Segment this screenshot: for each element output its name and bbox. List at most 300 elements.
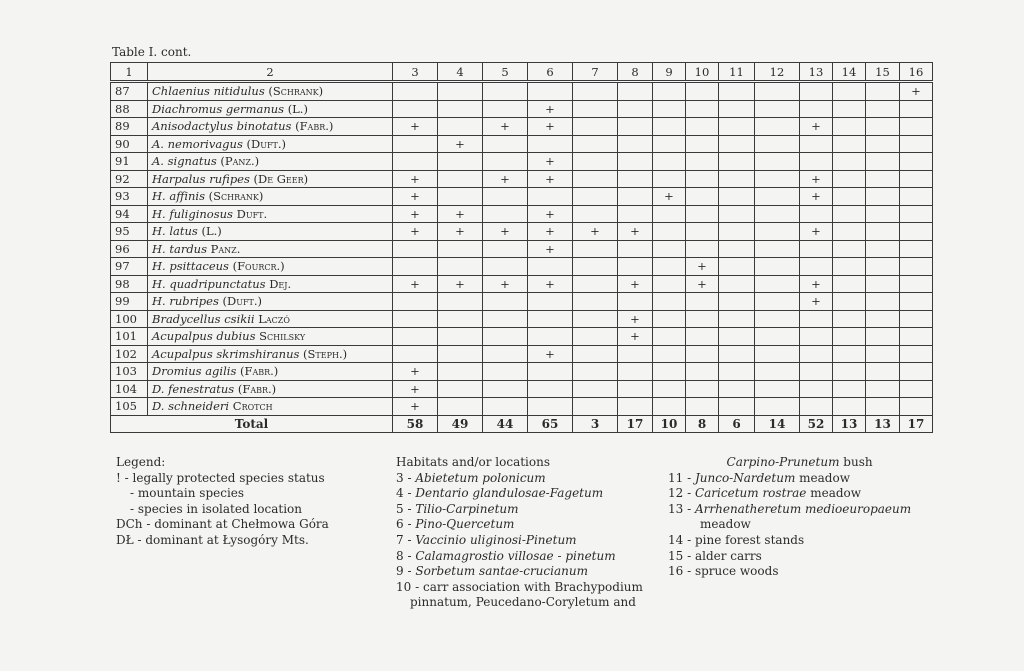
presence-cell: + [528, 205, 573, 223]
presence-cell [755, 310, 800, 328]
presence-cell [800, 380, 833, 398]
presence-cell [686, 310, 719, 328]
presence-cell [438, 345, 483, 363]
presence-cell [900, 118, 933, 136]
species-binomial: D. schneideri [152, 399, 230, 414]
presence-cell [653, 240, 686, 258]
presence-cell [833, 118, 866, 136]
species-author: (Duft.) [222, 294, 262, 309]
presence-cell [618, 398, 653, 416]
presence-cell [618, 293, 653, 311]
habitat-number: 5 - [396, 501, 412, 516]
species-binomial: Acupalpus skrimshiranus [152, 346, 300, 361]
presence-cell [618, 188, 653, 206]
presence-cell [438, 310, 483, 328]
presence-cell [833, 258, 866, 276]
species-author: Dej. [269, 276, 292, 291]
presence-cell [393, 82, 438, 101]
habitat-name: Dentario glandulosae-Fagetum [415, 486, 604, 501]
presence-cell [755, 293, 800, 311]
presence-cell [573, 363, 618, 381]
presence-cell [719, 135, 755, 153]
presence-cell [800, 328, 833, 346]
presence-cell [438, 82, 483, 101]
habitat-item [396, 502, 643, 518]
presence-cell [528, 188, 573, 206]
presence-cell [528, 293, 573, 311]
presence-cell: + [528, 100, 573, 118]
column-header-1: 1 [111, 63, 148, 82]
presence-cell [866, 135, 900, 153]
presence-cell [653, 380, 686, 398]
species-binomial: Chlaenius nitidulus [152, 84, 265, 99]
presence-cell: + [800, 170, 833, 188]
habitat-number: 10 - [396, 579, 420, 594]
presence-cell: + [528, 153, 573, 171]
presence-cell [833, 380, 866, 398]
habitat-number: 16 - [668, 564, 692, 579]
table-row [111, 380, 933, 398]
presence-cell [438, 153, 483, 171]
total-value: 52 [800, 415, 833, 433]
habitat-item [396, 595, 643, 611]
habitat-name: Abietetum polonicum [415, 470, 546, 485]
presence-cell: + [800, 118, 833, 136]
table-row [111, 398, 933, 416]
habitat-name: carr association with Brachypodium [422, 579, 643, 594]
total-row [111, 415, 933, 433]
presence-cell: + [393, 118, 438, 136]
column-header-5: 5 [483, 63, 528, 82]
presence-cell [686, 363, 719, 381]
presence-cell [653, 100, 686, 118]
habitat-carpino-prunetum: Carpino-Prunetum bush [726, 455, 873, 469]
presence-cell [833, 310, 866, 328]
presence-cell [900, 380, 933, 398]
species-name [148, 188, 393, 206]
presence-cell [393, 240, 438, 258]
presence-cell [618, 118, 653, 136]
presence-cell: + [686, 258, 719, 276]
presence-cell: + [438, 223, 483, 241]
presence-cell [573, 275, 618, 293]
table-row [111, 82, 933, 101]
presence-cell [833, 82, 866, 101]
presence-cell: + [393, 398, 438, 416]
presence-cell [800, 258, 833, 276]
presence-cell [653, 223, 686, 241]
habitat-type: meadow [799, 470, 850, 485]
presence-cell [755, 170, 800, 188]
presence-cell [755, 153, 800, 171]
presence-cell: + [483, 118, 528, 136]
row-number: 92 [111, 170, 148, 188]
habitat-type: alder carrs [694, 548, 762, 563]
species-name [148, 275, 393, 293]
presence-cell: + [438, 205, 483, 223]
presence-cell [573, 258, 618, 276]
habitat-number: 12 - [668, 486, 692, 501]
row-number: 91 [111, 153, 148, 171]
presence-cell [528, 135, 573, 153]
species-author: (Schrank) [208, 189, 264, 204]
presence-cell [528, 258, 573, 276]
species-author: Schilsky [259, 329, 306, 344]
presence-cell [483, 153, 528, 171]
presence-cell [438, 258, 483, 276]
presence-cell [393, 258, 438, 276]
legend-habitats-cont [668, 455, 911, 580]
presence-cell [686, 293, 719, 311]
species-binomial: H. quadripunctatus [152, 276, 266, 291]
presence-cell [900, 223, 933, 241]
column-header-13: 13 [800, 63, 833, 82]
presence-cell [483, 310, 528, 328]
total-value: 17 [618, 415, 653, 433]
presence-cell [483, 135, 528, 153]
presence-cell [800, 135, 833, 153]
legend-protected: ! - legally protected species status [116, 470, 325, 485]
presence-cell [653, 153, 686, 171]
presence-cell [866, 258, 900, 276]
row-number: 103 [111, 363, 148, 381]
row-number: 96 [111, 240, 148, 258]
habitat-item [396, 471, 643, 487]
presence-cell [755, 100, 800, 118]
presence-cell [866, 240, 900, 258]
presence-cell [686, 205, 719, 223]
presence-cell [833, 328, 866, 346]
presence-cell [800, 153, 833, 171]
presence-cell [719, 188, 755, 206]
habitat-name: Arrhenatheretum medioeuropaeum [694, 501, 912, 516]
presence-cell [483, 100, 528, 118]
presence-cell: + [393, 363, 438, 381]
row-number: 104 [111, 380, 148, 398]
total-value: 65 [528, 415, 573, 433]
presence-cell [573, 293, 618, 311]
table-row [111, 275, 933, 293]
legend-general [116, 455, 329, 549]
species-name [148, 135, 393, 153]
presence-cell: + [800, 223, 833, 241]
presence-cell [900, 100, 933, 118]
presence-cell [755, 118, 800, 136]
presence-cell [833, 345, 866, 363]
total-label: Total [111, 415, 393, 433]
species-author: (L.) [287, 101, 308, 116]
total-value: 14 [755, 415, 800, 433]
presence-cell [573, 398, 618, 416]
presence-cell [755, 328, 800, 346]
presence-cell [866, 205, 900, 223]
presence-cell: + [900, 82, 933, 101]
species-name [148, 205, 393, 223]
species-author: (L.) [201, 224, 222, 239]
table-row [111, 293, 933, 311]
presence-cell [800, 82, 833, 101]
presence-cell: + [528, 170, 573, 188]
presence-cell [483, 240, 528, 258]
column-header-3: 3 [393, 63, 438, 82]
total-value: 8 [686, 415, 719, 433]
presence-cell [653, 82, 686, 101]
species-author: (Panz.) [220, 154, 260, 169]
habitat-number: 3 - [396, 470, 412, 485]
table-caption: Table I. cont. [112, 45, 192, 59]
habitat-name: Pino-Quercetum [415, 517, 515, 532]
habitat-name: Calamagrostio villosae - pinetum [415, 548, 616, 563]
presence-cell [866, 188, 900, 206]
presence-cell [653, 135, 686, 153]
presence-cell [719, 170, 755, 188]
presence-cell [900, 398, 933, 416]
species-binomial: Dromius agilis [152, 364, 237, 379]
presence-cell [755, 345, 800, 363]
presence-cell [719, 118, 755, 136]
presence-cell [618, 258, 653, 276]
presence-cell [900, 363, 933, 381]
habitat-number: 6 - [396, 517, 412, 532]
table-row [111, 100, 933, 118]
presence-cell: + [618, 223, 653, 241]
presence-cell [573, 380, 618, 398]
table-row [111, 170, 933, 188]
presence-cell: + [393, 170, 438, 188]
presence-cell [573, 188, 618, 206]
presence-cell [653, 363, 686, 381]
species-name [148, 380, 393, 398]
presence-cell [866, 275, 900, 293]
legend-title: Legend: [116, 455, 166, 469]
species-author: (Duft.) [246, 136, 286, 151]
presence-cell: + [483, 223, 528, 241]
species-name [148, 328, 393, 346]
presence-cell [800, 100, 833, 118]
presence-cell [900, 275, 933, 293]
presence-cell [393, 135, 438, 153]
presence-cell [686, 188, 719, 206]
species-author: (De Geer) [253, 171, 309, 186]
total-value: 13 [866, 415, 900, 433]
species-author: (Fabr.) [237, 381, 277, 396]
legend-dl: DŁ - dominant at Łysogóry Mts. [116, 532, 309, 547]
presence-cell [833, 363, 866, 381]
presence-cell [800, 345, 833, 363]
presence-cell [719, 310, 755, 328]
presence-cell [900, 345, 933, 363]
presence-cell [719, 293, 755, 311]
presence-cell [573, 100, 618, 118]
presence-cell: + [528, 223, 573, 241]
row-number: 101 [111, 328, 148, 346]
presence-cell [866, 82, 900, 101]
presence-cell [686, 170, 719, 188]
species-binomial: A. signatus [152, 154, 217, 169]
presence-cell [686, 328, 719, 346]
total-value: 10 [653, 415, 686, 433]
species-author: Panz. [210, 241, 241, 256]
species-author: Crotch [232, 399, 273, 414]
total-value: 58 [393, 415, 438, 433]
presence-cell [686, 345, 719, 363]
presence-cell [686, 153, 719, 171]
species-name [148, 153, 393, 171]
presence-cell [573, 153, 618, 171]
presence-cell [618, 345, 653, 363]
table-row [111, 153, 933, 171]
presence-cell [438, 100, 483, 118]
total-value: 3 [573, 415, 618, 433]
column-header-12: 12 [755, 63, 800, 82]
habitat-number: 9 - [396, 564, 412, 579]
habitat-name: Tilio-Carpinetum [415, 501, 519, 516]
presence-cell [686, 100, 719, 118]
total-value: 49 [438, 415, 483, 433]
presence-cell: + [483, 170, 528, 188]
presence-cell [866, 223, 900, 241]
table-row [111, 310, 933, 328]
row-number: 105 [111, 398, 148, 416]
species-name [148, 240, 393, 258]
presence-cell [483, 398, 528, 416]
presence-cell [755, 82, 800, 101]
presence-cell [755, 135, 800, 153]
species-binomial: H. rubripes [152, 294, 219, 309]
presence-cell [833, 135, 866, 153]
presence-cell [866, 170, 900, 188]
presence-cell: + [393, 223, 438, 241]
presence-cell [618, 82, 653, 101]
presence-cell [653, 205, 686, 223]
presence-cell [618, 380, 653, 398]
species-binomial: D. fenestratus [152, 381, 235, 396]
presence-cell [719, 223, 755, 241]
legend-mountain: - mountain species [130, 486, 245, 501]
presence-cell [686, 398, 719, 416]
presence-cell [719, 275, 755, 293]
presence-cell [528, 328, 573, 346]
presence-cell: + [686, 275, 719, 293]
species-name [148, 310, 393, 328]
species-binomial: Diachromus germanus [152, 101, 285, 116]
row-number: 87 [111, 82, 148, 101]
presence-cell [438, 240, 483, 258]
row-number: 102 [111, 345, 148, 363]
habitat-number: 15 - [668, 548, 692, 563]
habitat-item [396, 517, 643, 533]
presence-cell [438, 328, 483, 346]
row-number: 100 [111, 310, 148, 328]
presence-cell [866, 153, 900, 171]
presence-cell [900, 135, 933, 153]
presence-cell [719, 100, 755, 118]
presence-cell: + [393, 275, 438, 293]
presence-cell [653, 398, 686, 416]
presence-cell [833, 275, 866, 293]
row-number: 93 [111, 188, 148, 206]
presence-cell [438, 170, 483, 188]
species-name [148, 100, 393, 118]
presence-cell [573, 345, 618, 363]
species-binomial: Anisodactylus binotatus [152, 119, 292, 134]
presence-cell [755, 380, 800, 398]
presence-cell [900, 258, 933, 276]
presence-cell: + [528, 240, 573, 258]
presence-cell [573, 170, 618, 188]
presence-cell: + [800, 293, 833, 311]
presence-cell [755, 398, 800, 416]
habitat-item [668, 486, 911, 502]
presence-cell [800, 205, 833, 223]
presence-cell [833, 205, 866, 223]
total-value: 17 [900, 415, 933, 433]
species-author: Duft. [236, 206, 268, 221]
table-row [111, 188, 933, 206]
presence-cell [483, 380, 528, 398]
habitat-name: Caricetum rostrae [694, 486, 807, 501]
presence-cell [528, 82, 573, 101]
presence-cell [573, 240, 618, 258]
habitat-type: meadow [700, 517, 751, 532]
presence-cell [719, 82, 755, 101]
presence-cell [866, 345, 900, 363]
presence-cell [900, 170, 933, 188]
habitat-type: pine forest stands [694, 532, 805, 547]
presence-cell [800, 398, 833, 416]
presence-cell [653, 170, 686, 188]
presence-cell [900, 293, 933, 311]
presence-cell [618, 170, 653, 188]
habitat-number: 11 - [668, 470, 692, 485]
presence-cell [653, 310, 686, 328]
row-number: 97 [111, 258, 148, 276]
species-binomial: H. fuliginosus [152, 206, 233, 221]
column-header-6: 6 [528, 63, 573, 82]
presence-cell [393, 293, 438, 311]
presence-cell [866, 118, 900, 136]
presence-cell [719, 398, 755, 416]
presence-cell [900, 205, 933, 223]
column-header-11: 11 [719, 63, 755, 82]
table-row [111, 205, 933, 223]
presence-cell [800, 310, 833, 328]
presence-cell [833, 223, 866, 241]
habitat-item [668, 533, 911, 549]
presence-cell [653, 328, 686, 346]
presence-cell [833, 188, 866, 206]
presence-cell [900, 310, 933, 328]
column-header-10: 10 [686, 63, 719, 82]
presence-cell [866, 363, 900, 381]
row-number: 95 [111, 223, 148, 241]
habitats-title: Habitats and/or locations [396, 455, 551, 469]
presence-cell [833, 398, 866, 416]
presence-cell [686, 118, 719, 136]
presence-cell: + [618, 275, 653, 293]
species-binomial: H. psittaceus [152, 259, 229, 274]
presence-cell [438, 118, 483, 136]
species-binomial: H. latus [152, 224, 198, 239]
habitat-type: meadow [810, 486, 862, 501]
presence-cell [618, 100, 653, 118]
presence-cell: + [800, 275, 833, 293]
column-header-8: 8 [618, 63, 653, 82]
species-binomial: Bradycellus csikii [152, 311, 255, 326]
presence-cell [393, 345, 438, 363]
row-number: 98 [111, 275, 148, 293]
table-row [111, 328, 933, 346]
